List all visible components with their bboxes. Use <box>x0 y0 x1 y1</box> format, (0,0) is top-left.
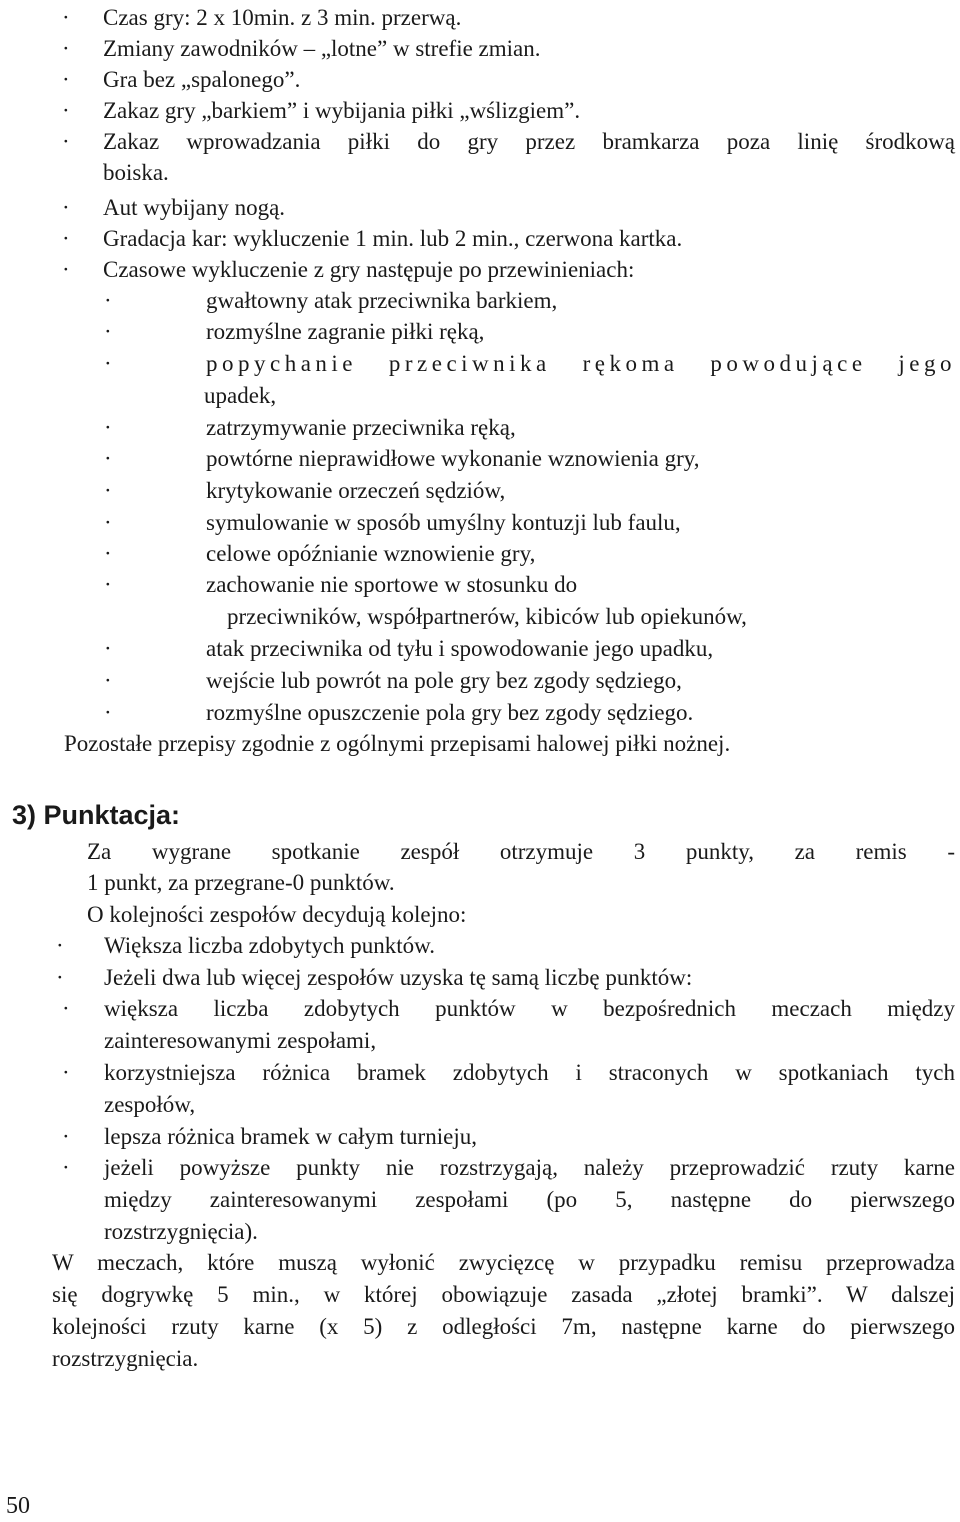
bullet-mark: · <box>104 700 112 725</box>
rule-item: Zakaz gry „barkiem” i wybijania piłki „wślizgiem”. <box>103 98 581 123</box>
tiebreak-item: Jeżeli dwa lub więcej zespołów uzyska tę samą liczbę punktów: <box>104 965 693 990</box>
foul-item: powtórne nieprawidłowe wykonanie wznowienia gry, <box>206 446 700 471</box>
bullet-mark: · <box>62 1155 70 1180</box>
bullet-mark: · <box>104 478 112 503</box>
tiebreak-item: większa liczba zdobytych punktów w bezpośrednich meczach między <box>104 996 955 1021</box>
rule-item: Gra bez „spalonego”. <box>103 67 301 92</box>
tiebreak-item-continuation: między zainteresowanymi zespołami (po 5, następne do pierwszego <box>104 1187 955 1212</box>
foul-item: zatrzymywanie przeciwnika ręką, <box>206 415 516 440</box>
bullet-mark: · <box>104 351 112 376</box>
rule-item: Czas gry: 2 x 10min. z 3 min. przerwą. <box>103 5 462 30</box>
foul-item: rozmyślne zagranie piłki ręką, <box>206 319 485 344</box>
foul-item-continuation: upadek, <box>204 383 277 408</box>
final-paragraph-line: rozstrzygnięcia. <box>52 1346 199 1371</box>
final-paragraph-line: kolejności rzuty karne (x 5) z odległości 7m, następne karne do pierwszego <box>52 1314 955 1339</box>
scoring-text: O kolejności zespołów decydują kolejno: <box>87 902 467 927</box>
bullet-mark: · <box>62 1060 70 1085</box>
bullet-mark: · <box>62 98 70 123</box>
scoring-text: Za wygrane spotkanie zespół otrzymuje 3 punkty, za remis - <box>87 839 955 864</box>
bullet-mark: · <box>104 668 112 693</box>
foul-item: wejście lub powrót na pole gry bez zgody sędziego, <box>206 668 682 693</box>
bullet-mark: · <box>62 5 70 30</box>
scoring-text: 1 punkt, za przegrane-0 punktów. <box>87 870 395 895</box>
tiebreak-item: jeżeli powyższe punkty nie rozstrzygają, należy przeprowadzić rzuty karne <box>104 1155 955 1180</box>
final-paragraph-line: W meczach, które muszą wyłonić zwycięzcę w przypadku remisu przeprowadza <box>52 1250 955 1275</box>
rule-item: Zmiany zawodników – „lotne” w strefie zmian. <box>103 36 541 61</box>
bullet-mark: · <box>104 636 112 661</box>
final-paragraph-line: się dogrywkę 5 min., w której obowiązuje zasada „złotej bramki”. W dalszej <box>52 1282 955 1307</box>
foul-item: symulowanie w sposób umyślny kontuzji lub faulu, <box>206 510 681 535</box>
tiebreak-item-continuation: zainteresowanymi zespołami, <box>104 1028 377 1053</box>
rules-closing-note: Pozostałe przepisy zgodnie z ogólnymi przepisami halowej piłki nożnej. <box>64 731 731 756</box>
foul-item: zachowanie nie sportowe w stosunku do <box>206 572 578 597</box>
foul-item: popychanie przeciwnika rękoma powodujące jego <box>206 351 956 376</box>
section-heading: 3) Punktacja: <box>12 800 181 830</box>
tiebreak-item: lepsza różnica bramek w całym turnieju, <box>104 1124 477 1149</box>
tiebreak-item-continuation: rozstrzygnięcia). <box>104 1219 258 1244</box>
rule-item: Czasowe wykluczenie z gry następuje po przewinieniach: <box>103 257 635 282</box>
bullet-mark: · <box>62 129 70 154</box>
rule-item: Aut wybijany nogą. <box>103 195 286 220</box>
bullet-mark: · <box>104 319 112 344</box>
foul-item: atak przeciwnika od tyłu i spowodowanie jego upadku, <box>206 636 714 661</box>
page-number: 50 <box>6 1493 30 1519</box>
rule-item-continuation: boiska. <box>103 160 169 185</box>
bullet-mark: · <box>104 446 112 471</box>
bullet-mark: · <box>62 226 70 251</box>
foul-item: krytykowanie orzeczeń sędziów, <box>206 478 506 503</box>
bullet-mark: · <box>56 933 64 958</box>
bullet-mark: · <box>104 510 112 535</box>
bullet-mark: · <box>104 415 112 440</box>
foul-item: rozmyślne opuszczenie pola gry bez zgody sędziego. <box>206 700 694 725</box>
tiebreak-item: korzystniejsza różnica bramek zdobytych i straconych w spotkaniach tych <box>104 1060 955 1085</box>
bullet-mark: · <box>104 572 112 597</box>
tiebreak-item: Większa liczba zdobytych punktów. <box>104 933 435 958</box>
bullet-mark: · <box>62 36 70 61</box>
bullet-mark: · <box>56 965 64 990</box>
rule-item: Zakaz wprowadzania piłki do gry przez bramkarza poza linię środkową <box>103 129 955 154</box>
bullet-mark: · <box>62 67 70 92</box>
rule-item: Gradacja kar: wykluczenie 1 min. lub 2 min., czerwona kartka. <box>103 226 683 251</box>
foul-item: celowe opóźnianie wznowienie gry, <box>206 541 536 566</box>
bullet-mark: · <box>62 195 70 220</box>
bullet-mark: · <box>104 288 112 313</box>
bullet-mark: · <box>62 1124 70 1149</box>
bullet-mark: · <box>104 541 112 566</box>
foul-item-continuation: przeciwników, współpartnerów, kibiców lub opiekunów, <box>227 604 747 629</box>
bullet-mark: · <box>62 257 70 282</box>
bullet-mark: · <box>62 996 70 1021</box>
tiebreak-item-continuation: zespołów, <box>104 1092 196 1117</box>
foul-item: gwałtowny atak przeciwnika barkiem, <box>206 288 558 313</box>
